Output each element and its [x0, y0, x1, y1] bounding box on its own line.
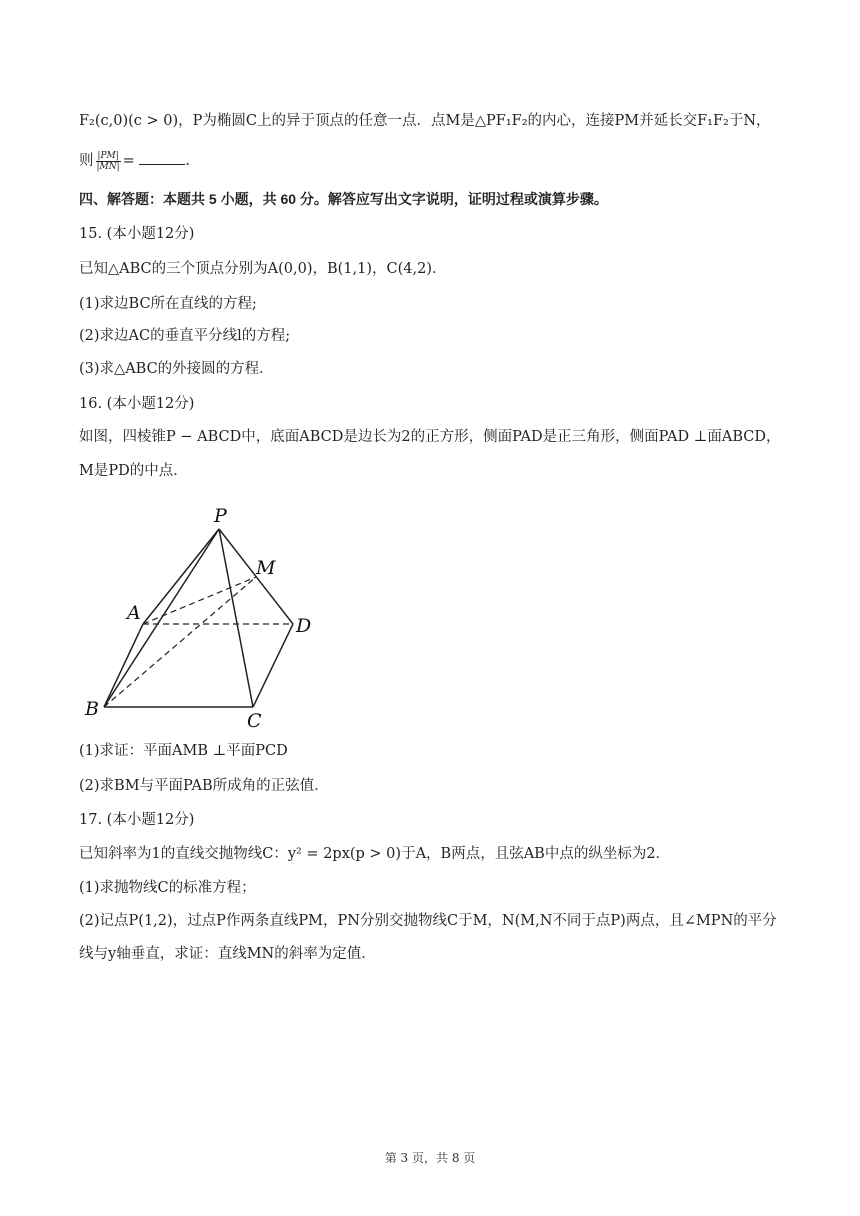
- q17-header: 17. (本小题12分): [79, 812, 195, 828]
- q15-part-3: (3)求△ABC的外接圆的方程．: [79, 361, 274, 377]
- fraction-denominator: |MN|: [96, 161, 120, 172]
- prev-line2-end: .: [185, 153, 191, 169]
- edge-PB: [104, 529, 219, 707]
- q17-part-1: (1)求抛物线C的标准方程；: [79, 880, 256, 896]
- q16-header: 16. (本小题12分): [79, 396, 195, 412]
- label-A: A: [127, 602, 141, 624]
- fraction-numerator: |PM|: [97, 150, 119, 161]
- edge-AB: [104, 624, 143, 707]
- q17-part-2-line-2: 线与y轴垂直，求证：直线MN的斜率为定值．: [79, 946, 376, 962]
- q15-part-1: (1)求边BC所在直线的方程;: [79, 296, 257, 312]
- q15-stem: 已知△ABC的三个顶点分别为A(0,0)，B(1,1)，C(4,2)．: [79, 261, 447, 277]
- prev-line2-equals: =: [122, 153, 140, 169]
- q15-header: 15. (本小题12分): [79, 226, 195, 242]
- q16-part-1: (1)求证：平面AMB ⊥平面PCD: [79, 743, 288, 759]
- label-C: C: [247, 710, 262, 732]
- q17-stem: 已知斜率为1的直线交抛物线C：y² = 2px(p > 0)于A，B两点，且弦AB中点的纵坐标为2．: [79, 846, 671, 862]
- q15-part-2: (2)求边AC的垂直平分线l的方程;: [79, 328, 291, 344]
- answer-blank: [139, 150, 185, 165]
- segment-AM-dashed: [143, 577, 256, 624]
- q17-part-2-line-1: (2)记点P(1,2)，过点P作两条直线PM，PN分别交抛物线C于M，N(M,N不同于点P)两点，且∠MPN的平分: [79, 913, 777, 929]
- edge-PC: [219, 529, 253, 707]
- prev-question-line-1: F₂(c,0)(c > 0)，P为椭圆C上的异于顶点的任意一点．点M是△PF₁F₂的内心，连接PM并延长交F₁F₂于N，: [79, 113, 771, 129]
- q16-part-2: (2)求BM与平面PAB所成角的正弦值．: [79, 778, 329, 794]
- section-heading: 四、解答题：本题共 5 小题，共 60 分。解答应写出文字说明，证明过程或演算步骤。: [79, 191, 608, 207]
- edge-CD: [253, 624, 293, 707]
- segment-BM-dashed: [104, 577, 256, 707]
- label-B: B: [85, 698, 99, 720]
- label-P: P: [214, 505, 227, 527]
- prev-line2-prefix: 则: [79, 153, 94, 169]
- pyramid-figure: [80, 500, 340, 750]
- label-D: D: [296, 615, 312, 637]
- prev-question-line-2: [79, 150, 190, 172]
- page-footer: 第 3 页，共 8 页: [384, 1151, 476, 1165]
- q16-stem-line-1: 如图，四棱锥P − ABCD中，底面ABCD是边长为2的正方形，侧面PAD是正三角形，侧面PAD ⊥面ABCD，: [79, 429, 781, 445]
- edge-PA: [143, 529, 219, 624]
- q16-stem-line-2: M是PD的中点．: [79, 463, 188, 479]
- label-M: M: [256, 557, 276, 579]
- fraction: [96, 151, 121, 172]
